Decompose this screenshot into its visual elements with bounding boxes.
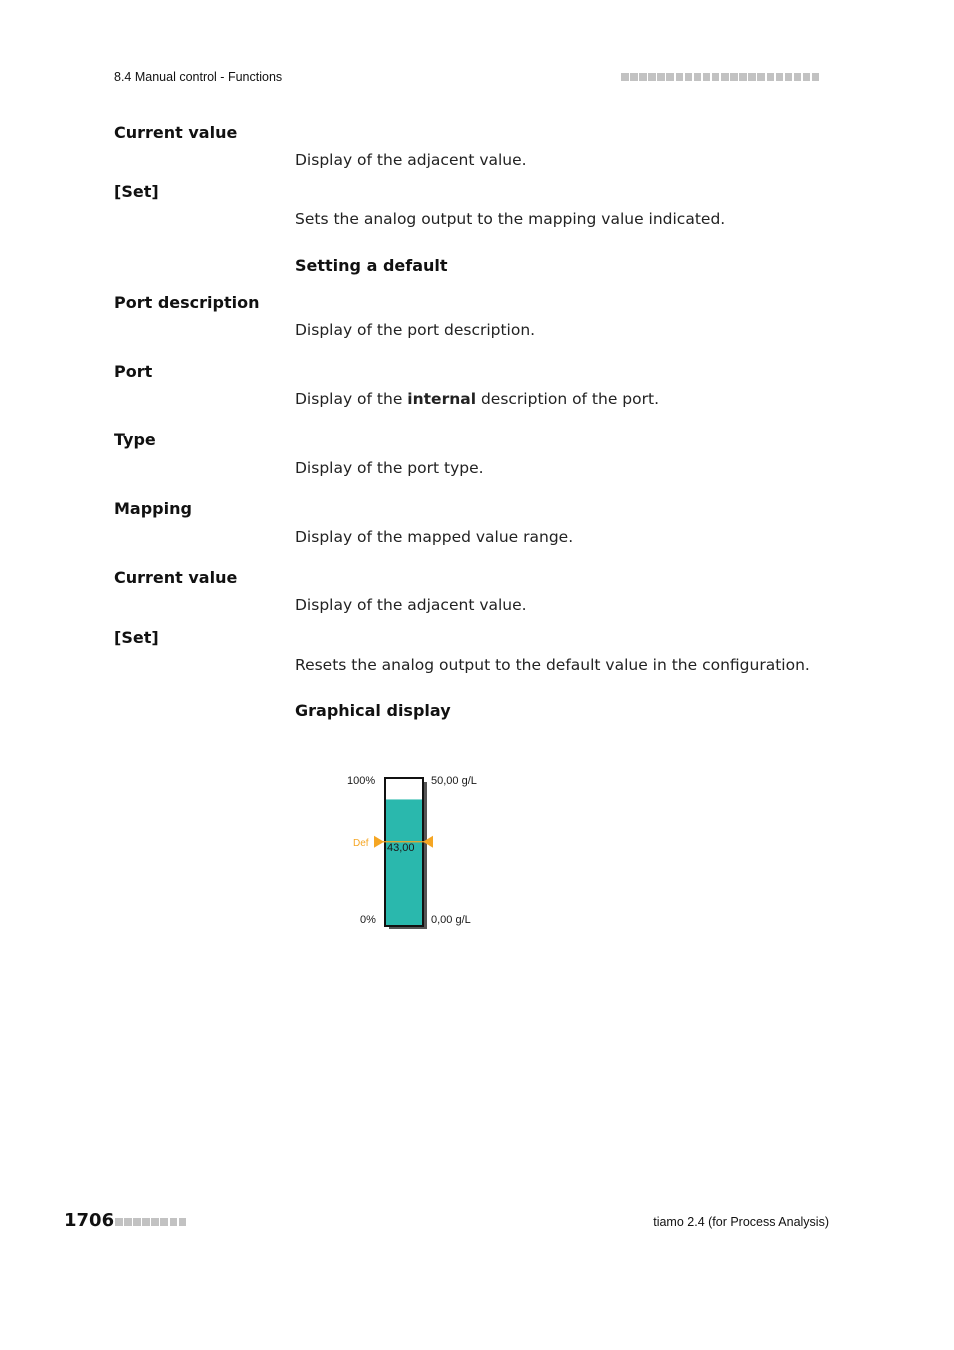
desc-type: Display of the port type. xyxy=(295,459,484,477)
term-port: Port xyxy=(114,362,153,381)
term-set: [Set] xyxy=(114,182,159,201)
level-gauge-svg xyxy=(340,765,500,940)
desc-port-text-before: Display of the xyxy=(295,390,408,408)
desc-set-default: Resets the analog output to the default value in the configuration. xyxy=(295,656,810,674)
running-header-section: 8.4 Manual control - Functions xyxy=(114,70,283,84)
desc-port-text-after: description of the port. xyxy=(476,390,659,408)
subheading-setting-default: Setting a default xyxy=(295,256,448,275)
current-value-label: 43,00 xyxy=(387,841,415,854)
term-port-description: Port description xyxy=(114,293,260,312)
page-number: 1706 xyxy=(64,1210,115,1231)
term-set-default: [Set] xyxy=(114,628,159,647)
desc-mapping: Display of the mapped value range. xyxy=(295,528,574,546)
term-current-value-default: Current value xyxy=(114,568,238,587)
default-arrow-left-icon xyxy=(374,836,384,848)
desc-set: Sets the analog output to the mapping value indicated. xyxy=(295,210,726,228)
term-mapping: Mapping xyxy=(114,499,192,518)
level-gauge-figure xyxy=(340,765,500,940)
bottom-percent-label: 0% xyxy=(360,914,376,926)
top-value-label: 50,00 g/L xyxy=(431,775,477,787)
desc-port-emphasis: internal xyxy=(407,390,477,408)
desc-port xyxy=(295,390,659,408)
desc-port-description: Display of the port description. xyxy=(295,321,536,339)
product-name: tiamo 2.4 (for Process Analysis) xyxy=(653,1215,829,1229)
term-type: Type xyxy=(114,430,156,449)
bottom-value-label: 0,00 g/L xyxy=(431,914,471,926)
header-decoration-dots xyxy=(621,73,819,81)
gauge-fill-bar xyxy=(386,799,422,925)
desc-current-value: Display of the adjacent value. xyxy=(295,151,527,169)
term-current-value: Current value xyxy=(114,123,238,142)
default-label: Def xyxy=(353,837,369,849)
footer-decoration-dots xyxy=(115,1218,186,1226)
subheading-graphical-display: Graphical display xyxy=(295,701,451,720)
top-percent-label: 100% xyxy=(347,775,376,787)
desc-current-value-default: Display of the adjacent value. xyxy=(295,596,527,614)
